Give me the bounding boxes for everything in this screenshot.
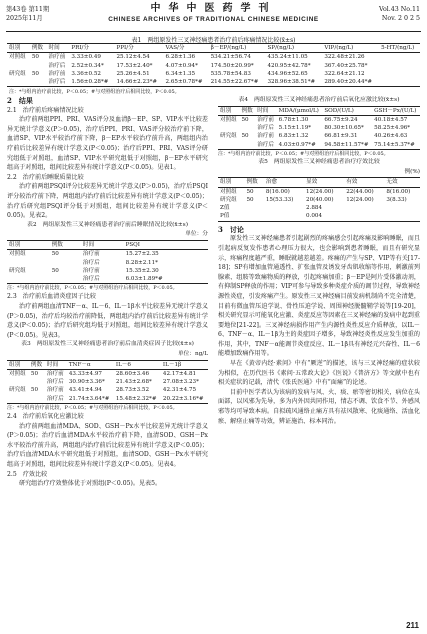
table-row (7, 62, 420, 70)
table-cell: 42.17±4.81 (162, 370, 197, 377)
table-cell: 43.41±4.94 (68, 387, 102, 394)
table1-header-cell: PPI/分 (116, 45, 134, 51)
table-cell: 6.83±1.32 (278, 133, 309, 140)
table3-caption: 表3 两组原发性三叉神经痛患者治疗前后血清炎症因子比较(x̄±s) (21, 341, 194, 348)
table-cell: 15.35±2.30 (125, 267, 159, 274)
table3-header-cell: 时间 (46, 361, 59, 368)
table-row (7, 259, 208, 267)
table-cell (218, 141, 239, 150)
table2-header-cell: 组别 (9, 241, 21, 248)
table-cell: 治疗前 (82, 251, 100, 258)
table1-caption: 表1 两组原发性三叉神经痛患者治疗前后疼痛情况比较(x̄±s) (131, 37, 296, 44)
header-center (0, 3, 427, 24)
table-cell: 6.28±1.36 (165, 54, 196, 61)
header-rule (6, 31, 421, 32)
table4-body (218, 115, 420, 149)
table2-header-row (7, 240, 208, 249)
table2-body (7, 250, 208, 284)
table-cell (30, 78, 47, 87)
table-row (7, 53, 420, 62)
table3-header-cell: IL－1β (162, 361, 182, 368)
page-number: 211 (406, 621, 419, 630)
table-cell (29, 395, 45, 404)
table-cell: 535.78±54.83 (210, 70, 251, 77)
table1-header-cell: SP/(ng/L) (267, 45, 295, 51)
table2-header-cell: 例数 (51, 241, 63, 248)
table3 (7, 360, 208, 404)
table-cell: 对照组 (9, 251, 26, 258)
table-cell: 治疗后 (48, 79, 66, 86)
table-cell: 8(16.00) (386, 188, 411, 195)
table-cell: 0.004 (306, 213, 323, 220)
table-cell: 治疗前 (257, 133, 274, 140)
journal-title-en: CHINESE ARCHIVES OF TRADITIONAL CHINESE MEDICINE (108, 16, 319, 23)
table-cell: 28.73±3.52 (115, 387, 150, 394)
table1-header-cell: VIP/(ng/L) (324, 45, 354, 51)
paragraph-discussion-2: 早在《黄帝内经·素问》中有“厥逆”的描述，该与三叉神经痛的症状较为相似，在历代医书《素问·五常政大论》《医说》《普济方》等文献中也有相关症状的记载，清代《张氏医通》中有“面痛”的论述。 (218, 360, 420, 387)
table-cell: 50 (241, 133, 249, 140)
volume-issue: 第43卷 第11期 (6, 6, 50, 13)
section-2-4-heading: 2.4 治疗前后氧化应激比较 (7, 413, 84, 421)
table-cell: 6.34±1.35 (165, 70, 196, 77)
table-row (7, 250, 208, 259)
table1-body (7, 53, 420, 87)
table5-header-cell: 显效 (306, 179, 318, 186)
journal-title-cn: 中华中医药学刊 (150, 3, 277, 14)
table-cell (7, 78, 30, 87)
table4-header-cell: GSH－Px/(U/L) (374, 107, 417, 114)
table-cell (7, 275, 50, 284)
table-row (7, 70, 420, 78)
table-cell: 研究组 (220, 133, 237, 140)
table1-header-cell: β－EP/(ng/L) (210, 45, 247, 51)
table-row (218, 132, 420, 140)
table-cell: 50 (241, 116, 249, 123)
header-right (379, 5, 420, 23)
table-cell (344, 212, 384, 221)
running-header (0, 3, 427, 33)
table-cell (29, 378, 45, 386)
table-cell (50, 259, 81, 267)
table-row (7, 267, 208, 275)
table-cell: 50 (246, 196, 254, 203)
table-cell: 14.66±2.23*# (116, 79, 158, 86)
volume-issue-en: Vol.43 No.11 (379, 6, 420, 13)
table-cell: 17.53±2.40* (116, 62, 153, 69)
table-cell: 43.33±4.97 (68, 370, 102, 377)
table-cell (384, 212, 420, 221)
table-row (7, 369, 208, 378)
table-cell (239, 124, 255, 132)
paragraph-discussion-3: 目前中医学者认为该病的发病与风、火、痰、瘀等密切相关，病位在头面部，以风邪为先导，多为内外因共同作用，情志不调、饮食不节、外感风邪等均可导致本病。自拟疏风通络止痛方具有祛风散寒、化痰通络、活血化瘀、解痉止痛等功效，辨证施治、标本同治。 (218, 388, 420, 425)
table1-header-cell: VAS/分 (165, 45, 185, 51)
table5-unit: 例(%) (404, 168, 420, 175)
table5-caption: 表5 两组原发性三叉神经痛患者治疗疗效比较 (258, 159, 380, 166)
table-cell (245, 204, 264, 212)
table-cell: 对照组 (9, 54, 26, 61)
table-cell: 2.52±0.34* (71, 62, 104, 69)
table-cell: 对照组 (9, 370, 26, 377)
table-cell: 322.64±21.12 (324, 70, 365, 77)
table-cell: P值 (220, 213, 230, 220)
issue-date: 2025年11月 (6, 15, 43, 22)
table3-header-cell: TNF－α (68, 361, 91, 368)
table-cell: 40.26±4.63 (374, 133, 408, 140)
table-cell: 25.26±4.51 (116, 70, 150, 77)
table-cell: 8(16.00) (265, 188, 290, 195)
table-cell: 27.08±3.23* (162, 379, 199, 386)
section-2-2-heading: 2.2 治疗前后睡眠质量比较 (7, 173, 84, 181)
section-2-5-heading: 2.5 疗效比较 (7, 470, 48, 478)
table-cell: 322.48±21.26 (324, 54, 365, 61)
table-cell: 50 (30, 370, 39, 377)
table-row (7, 378, 208, 386)
table4-header-cell: 时间 (257, 107, 269, 114)
table2-header-cell: PSQI (125, 241, 140, 248)
table-cell (218, 124, 239, 132)
table-cell: 50 (246, 188, 254, 195)
table1 (7, 43, 420, 87)
table-cell: 534.21±56.74 (210, 54, 251, 61)
table3-note: 注：*与组内治疗前比较，P＜0.05；#与对照组治疗后相同比较，P＜0.05。 (7, 405, 178, 412)
table-cell: 174.50±20.99* (210, 62, 254, 69)
table-cell: 研究组 (9, 70, 26, 77)
table-cell: 治疗后 (82, 259, 100, 266)
table5-header-cell: 组别 (220, 179, 232, 186)
table-cell: 治疗后 (82, 276, 100, 283)
table-cell: 治疗前 (257, 116, 274, 123)
table-cell: 1.56±0.28*# (71, 79, 109, 86)
table-cell (7, 259, 50, 267)
table-cell: 28.60±3.46 (115, 370, 150, 377)
table-cell: 94.58±11.57*# (324, 141, 369, 148)
table-cell: 58.25±4.96* (374, 125, 411, 132)
table-cell (7, 62, 30, 70)
table-cell: 2.884 (306, 205, 323, 212)
table2-caption: 表2 两组原发性三叉神经痛患者治疗前后睡眠情况比较(x̄±s) (27, 221, 188, 228)
section-2-1-heading: 2.1 治疗前后疼痛情况比较 (7, 106, 84, 114)
table-cell: 治疗后 (46, 395, 64, 402)
table5-header-row (218, 178, 420, 187)
table-cell (264, 212, 304, 221)
table-cell: 对照组 (220, 188, 237, 195)
table5-body (218, 187, 420, 221)
table-cell: 2.65±0.78*# (165, 79, 203, 86)
table-cell: 治疗前 (48, 54, 66, 61)
table-cell: 40.18±4.57 (374, 116, 408, 123)
table-row (7, 275, 208, 284)
table4-header-cell: SOD/(U/L) (324, 107, 354, 114)
table-cell: 治疗后 (257, 141, 274, 148)
table-cell: 研究组 (9, 387, 26, 394)
table-row (7, 386, 208, 394)
table1-header-row (7, 44, 420, 53)
table-cell: 12(24.00) (306, 188, 334, 195)
table3-header-cell: 组别 (9, 361, 21, 368)
table-cell: 15(53.33) (265, 196, 294, 203)
table1-header-cell: 时间 (48, 45, 60, 51)
table2-note: 注：*与组内治疗前比较，P＜0.05；#与对照组治疗后相同比较，P＜0.05。 (7, 285, 178, 292)
table-cell: 4.07±0.94* (165, 62, 198, 69)
table-cell: 30.90±3.36* (68, 379, 105, 386)
table1-header-cell: 5-HT/(ng/L) (381, 45, 415, 51)
table3-body (7, 369, 208, 403)
table-cell: 50 (51, 267, 59, 274)
paragraph-2-3: 治疗前两组血清TNF－α、IL－6、IL－1β水平比较差异无统计学意义(P＞0.05)，治疗后均较治疗前降低，两组组内治疗前后比较差异有统计学意义(P＜0.05)；治疗后研究组均低于对照组，组间比较差异有统计学意义(P＜0.05)。见表3。 (7, 302, 208, 339)
table-cell: 50 (31, 70, 39, 77)
table-cell: 治疗前 (48, 70, 66, 77)
table-cell: 25.12±4.54 (116, 54, 150, 61)
table4-note: 注：*与组内治疗前比较，P＜0.05；#与对照组治疗后相同比较，P＜0.05。 (218, 151, 389, 158)
table-cell (264, 204, 304, 212)
table-cell: 50 (51, 251, 59, 258)
table-cell: 6.78±1.30 (278, 116, 309, 123)
table1-header-cell: 例数 (31, 45, 44, 51)
paragraph-2-5: 研究组治疗疗效整体优于对照组(P＜0.05)。见表5。 (19, 480, 162, 488)
table-cell: 3.36±0.52 (71, 70, 101, 77)
table1-header-cell: 组别 (9, 45, 21, 51)
table-cell: 对照组 (220, 116, 237, 123)
section-2-3-heading: 2.3 治疗前后血清炎症因子比较 (7, 293, 96, 301)
table3-header-cell: 例数 (30, 361, 43, 368)
table-cell: 22(44.00) (346, 188, 374, 195)
table4-caption: 表4 两组原发性三叉神经痛患者治疗前后氧化应激比较(x̄±s) (238, 97, 400, 103)
table-cell: 434.96±52.65 (267, 70, 308, 77)
section-results-heading: 2 结果 (7, 96, 33, 105)
table-cell: 5.15±1.19* (278, 125, 312, 132)
table2-unit: 单位：分 (185, 231, 208, 238)
table-cell: 治疗后 (257, 125, 274, 132)
table-cell: 4.03±0.97*# (278, 141, 316, 148)
right-column (218, 96, 420, 426)
table-cell (344, 204, 384, 212)
left-column (7, 96, 208, 489)
table-cell: 研究组 (220, 196, 237, 203)
table-cell: 66.81±9.31 (324, 133, 358, 140)
table4 (218, 106, 420, 150)
table-cell: 15.27±2.35 (125, 251, 159, 258)
table-cell (50, 275, 81, 284)
table-row (7, 395, 208, 404)
table-cell: 66.75±9.24 (324, 116, 358, 123)
paragraph-2-2: 治疗前两组PSQI评分比较差异无统计学意义(P＞0.05)，治疗后PSQI评分较治疗前下降，两组组内治疗前后比较差异有统计学意义(P＜0.05)；治疗后研究组PSQI评分低于对照组，组间比较差异有统计学意义(P＜0.05)。见表2。 (7, 183, 208, 220)
table-cell: Z值 (220, 205, 230, 212)
table4-header-row (218, 106, 420, 115)
table-cell: 治疗前 (82, 267, 100, 274)
section-discussion-heading: 3 讨论 (218, 224, 244, 234)
table4-header-cell: MDA/(μmol/L) (278, 107, 319, 114)
table-cell: 8.28±2.11* (125, 259, 158, 266)
table-row (218, 124, 420, 132)
table-cell (7, 378, 29, 386)
table-cell: 328.96±38.51*# (267, 79, 316, 86)
table-cell: 6.03±1.89*# (125, 276, 163, 283)
table-cell: 治疗前 (46, 387, 64, 394)
table2 (7, 240, 208, 284)
table-cell (7, 395, 29, 404)
table-row (218, 141, 420, 150)
paragraph-2-1: 治疗前两组PPI、PRI、VAS评分及血清β－EP、SP、VIP水平比较差异无统计学意义(P＞0.05)，治疗后PPI、PRI、VAS评分较治疗前下降，血清SP、VIP水平较治疗前下降，β－EP水平较治疗前升高，两组组内治疗前后比较差异有统计学意义(P＜0.05)；治疗后PPI、PRI、VAS评分研究组低于对照组，血清SP、VIP水平研究组低于对照组，β－EP水平研究组高于对照组，组间比较差异有统计学意义(P＜0.05)。见表1。 (7, 116, 208, 172)
paragraph-discussion-1: 原发性三叉神经痛患者引起剧烈的疼痛感会引起疼痛及影响睡眠，而且引起病反复发作患者心理压力很大，也会影响到患者睡眠，而且有研究显示，疼痛程度越严重，睡眠就越差越差。疼痛的产生与SP、VIP等有关[17-18]；SP有增加血管通透性、扩张血管及诱发牙齿肌收缩等作用，刺激前列腺素、组胺等致痛物质的释放，引起疼痛加重；β－EP是阿片受体激动剂，有抑制SP释放的作用；VIP可参与导致多种炎症介质的调节过程，导致神经源性炎症，引发疼痛产生。原发性三叉神经痛目前发病机制尚不完全清楚，目前有微血管压迫学说、骨性压迫学说、周围神经脱髓鞘学说等[19-20]，相关研究显示可能氧化应激、炎症反应等因素在三叉神经痛的发病中起到重要地位[21-22]。三叉神经病损作用产生内源性炎性反应介质释放，以IL－6、TNF－α、IL－1β为主的炎症因子增多，导致神经炎性反应发生加重的作用，其中，TNF－α能调节炎症反应、IL－1β具有神经元兴奋性、IL－6能增加致痛作用等。 (218, 235, 420, 358)
table5-header-cell: 无效 (386, 179, 398, 186)
table-cell: 289.40±20.44*# (324, 79, 373, 86)
table2-header-cell: 时间 (82, 241, 95, 248)
table5-header-cell: 治愈 (265, 179, 278, 186)
table5 (218, 177, 420, 221)
table-row (218, 187, 420, 196)
table4-header-cell: 组别 (220, 107, 232, 114)
table-cell (384, 204, 420, 212)
table-cell: 50 (31, 54, 39, 61)
table-cell: 治疗后 (46, 379, 64, 386)
table-cell: 75.14±5.37*# (374, 141, 415, 148)
table-row (218, 212, 420, 221)
table5-header-cell: 有效 (346, 179, 358, 186)
table-cell (245, 212, 264, 221)
table-cell: 治疗前 (46, 370, 64, 377)
table-row (7, 78, 420, 87)
table1-header-cell: PRI/分 (71, 45, 90, 51)
issue-date-en: Nov. 2 0 2 5 (381, 15, 420, 22)
table-cell (239, 141, 255, 150)
table-cell: 435.24±11.05 (267, 54, 308, 61)
table3-header-row (7, 360, 208, 369)
table5-header-cell: 例数 (246, 179, 258, 186)
table-row (218, 196, 420, 204)
paragraph-2-4: 治疗前两组血清MDA、SOD、GSH－Px水平比较差异无统计学意义(P＞0.05)；治疗后血清MDA水平较治疗前下降，血清SOD、GSH－Px水平较治疗前升高，两组组内治疗前后比较差异有统计学意义(P＜0.05)；治疗后血清MDA水平研究组低于对照组，血清SOD、GSH－Px水平研究组高于对照组，组间比较差异有统计学意义(P＜0.05)。见表4。 (7, 422, 208, 468)
table-cell: 420.95±42.78* (267, 62, 311, 69)
table-cell: 42.31±4.75 (162, 387, 197, 394)
table3-unit: 单位：ng/L (177, 350, 208, 357)
table-cell: 治疗后 (48, 62, 66, 69)
table-cell: 20.22±3.16*# (162, 395, 204, 402)
table-cell: 367.40±25.78* (324, 62, 368, 69)
table1-note: 注：*与组内治疗前比较，P＜0.05；#与对照组治疗后相同比较，P＜0.05。 (9, 89, 180, 95)
table-cell: 3.33±0.49 (71, 54, 101, 61)
table-cell: 20(40.00) (306, 196, 334, 203)
table-cell: 15.48±2.32*# (115, 395, 157, 402)
table-row (218, 204, 420, 212)
table4-header-cell: 例数 (241, 107, 253, 114)
table-cell: 50 (30, 387, 39, 394)
table-cell: 80.30±10.65* (324, 125, 364, 132)
table-cell: 21.43±2.68* (115, 379, 152, 386)
table-cell (30, 62, 47, 70)
table-cell: 研究组 (9, 267, 26, 274)
table-cell: 214.55±22.67*# (210, 79, 259, 86)
table-cell: 3(8.33) (386, 196, 407, 203)
table-row (218, 115, 420, 124)
table-cell: 12(24.00) (346, 196, 374, 203)
table3-header-cell: IL－6 (115, 361, 131, 368)
table-cell: 21.74±3.64*# (68, 395, 110, 402)
